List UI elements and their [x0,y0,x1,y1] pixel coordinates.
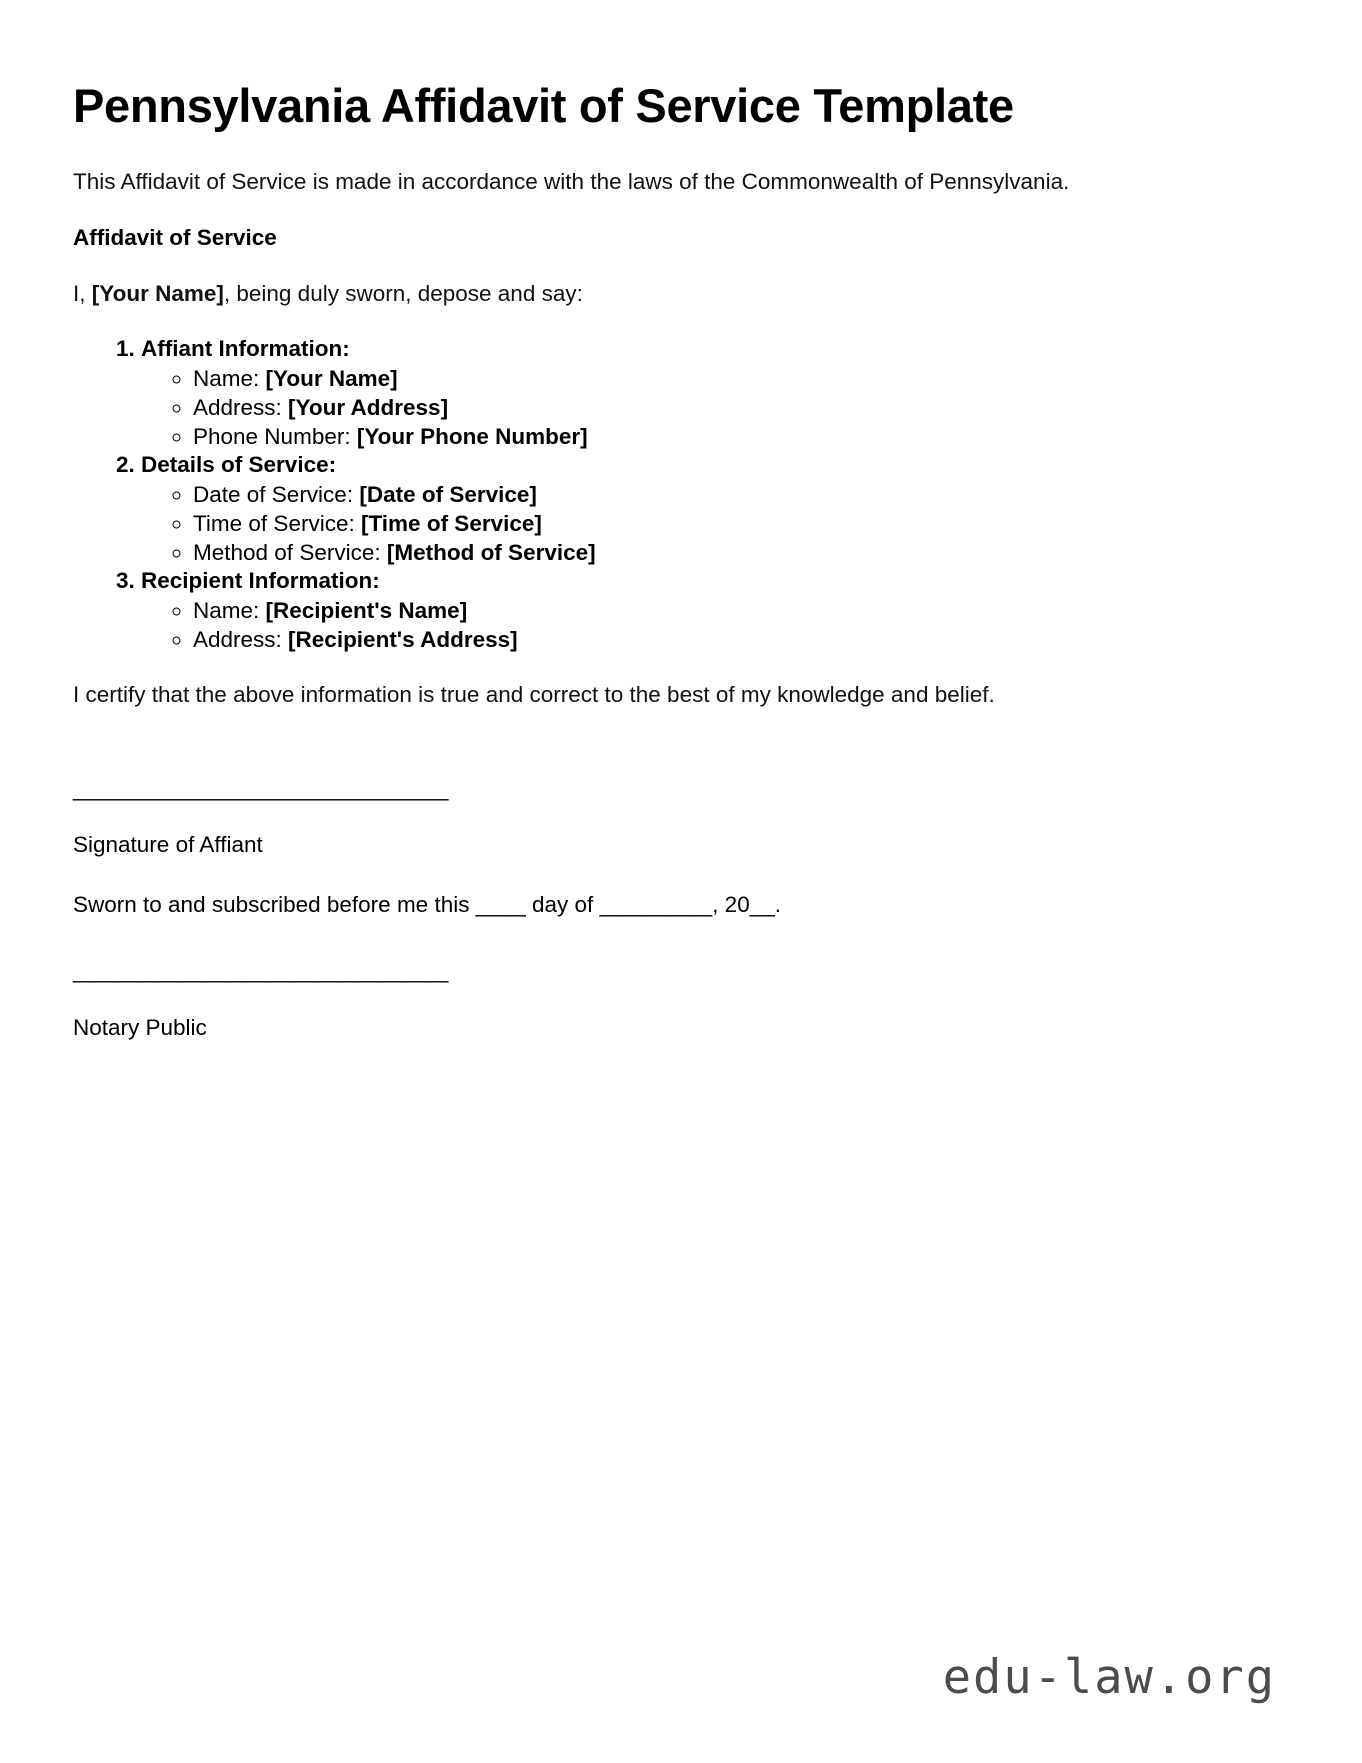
spacer [73,983,1262,1013]
field-placeholder: [Recipient's Name] [265,597,468,623]
field-placeholder: [Recipient's Address] [288,626,518,652]
field-label: Phone Number: [193,424,357,450]
field-label: Date of Service: [193,481,360,507]
section-heading-affidavit-of-service: Affidavit of Service [73,225,277,251]
section-heading-text: Affiant Information: [141,336,350,362]
section-heading-text: Recipient Information: [141,567,380,593]
field-label: Time of Service: [193,510,361,536]
recipient-information-sublist [141,596,1262,654]
list-item [193,538,1262,567]
spacer [73,800,1262,830]
notary-signature-rule: ______________________________ [73,958,449,984]
spacer [73,860,1262,890]
section-item-affiant-information [141,335,1262,451]
affidavit-sections-list [73,335,1262,654]
affiant-signature-caption: Signature of Affiant [73,832,263,858]
field-placeholder: [Time of Service] [360,510,542,536]
intro-paragraph: This Affidavit of Service is made in accordance with the laws of the Commonwealth of Pennsylvania. [73,169,1070,195]
oath-placeholder-your-name: [Your Name] [91,281,224,307]
list-item [193,480,1262,509]
watermark: edu-law.org [942,1650,1276,1705]
section-item-recipient-information [141,567,1262,654]
list-item [193,596,1262,625]
field-label: Method of Service: [193,539,387,565]
list-item [193,625,1262,654]
field-label: Address: [193,626,289,652]
spacer [73,738,1262,778]
certification-paragraph: I certify that the above information is true and correct to the best of my knowledge and belief. [73,681,995,707]
field-label: Name: [193,597,266,623]
sworn-statement: Sworn to and subscribed before me this ____ day of _________, 20__. [73,892,781,918]
section-item-details-of-service [141,451,1262,567]
oath-prefix: I, [73,281,92,307]
field-placeholder: [Your Address] [288,395,449,421]
affiant-information-sublist [141,364,1262,451]
details-of-service-sublist [141,480,1262,567]
field-placeholder: [Date of Service] [359,481,537,507]
oath-line [73,279,1133,309]
oath-suffix: , being duly sworn, depose and say: [223,281,583,307]
field-label: Address: [193,395,289,421]
field-placeholder: [Method of Service] [386,539,596,565]
affiant-signature-rule: ______________________________ [73,775,449,801]
field-placeholder: [Your Phone Number] [356,424,588,450]
notary-caption: Notary Public [73,1014,207,1040]
spacer [73,920,1262,960]
field-label: Name: [193,366,266,392]
list-item [193,509,1262,538]
page-title: Pennsylvania Affidavit of Service Template [73,79,1014,132]
list-item [193,393,1262,422]
list-item [193,364,1262,393]
list-item [193,422,1262,451]
section-heading-text: Details of Service: [141,452,337,478]
field-placeholder: [Your Name] [265,366,398,392]
